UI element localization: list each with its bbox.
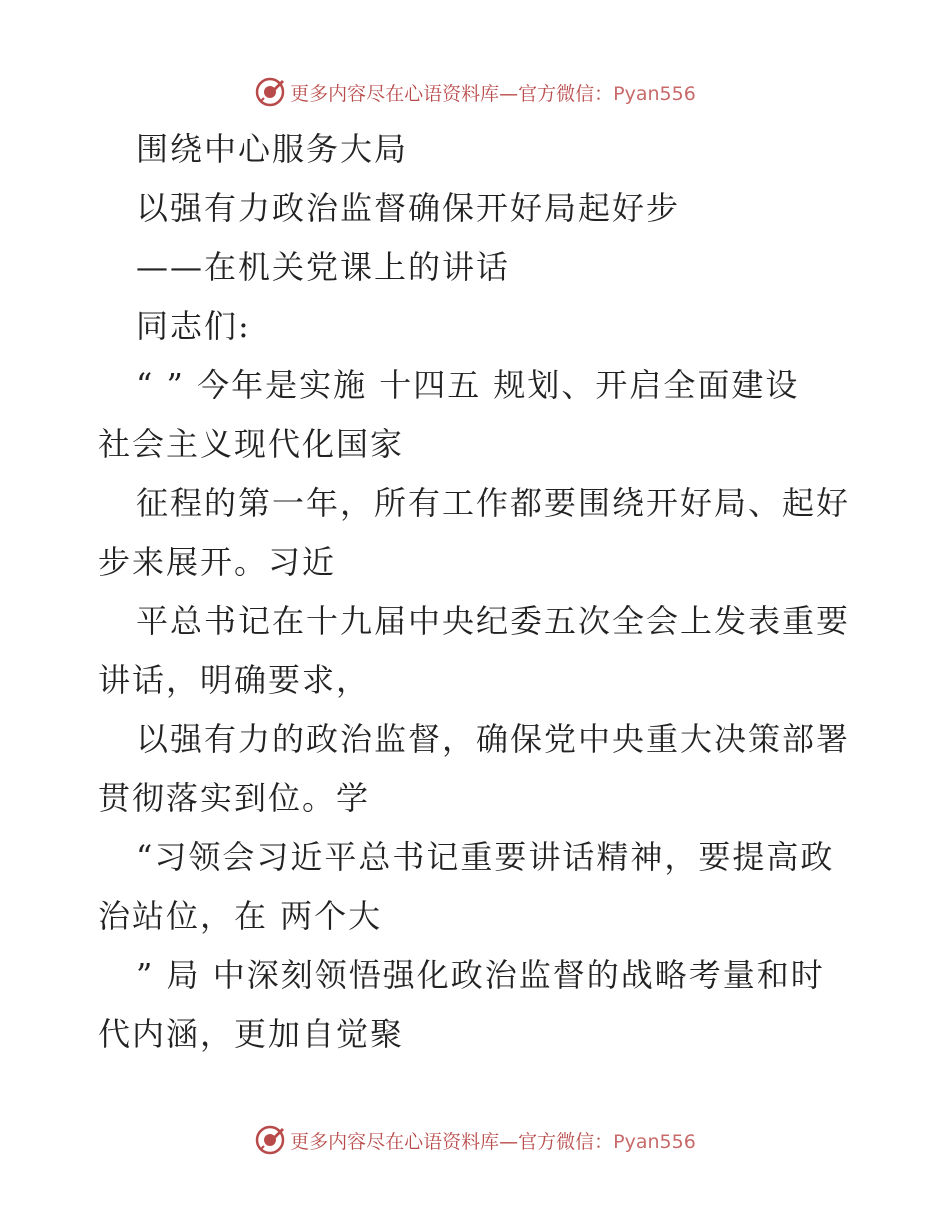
body-line: 征程的第一年，所有工作都要围绕开好局、起好 xyxy=(136,484,851,522)
title-line: 围绕中心服务大局 xyxy=(136,130,409,168)
body-line: “习领会习近平总书记重要讲话精神，要提高政 xyxy=(136,838,835,876)
subtitle-line: 以强有力政治监督确保开好局起好步 xyxy=(136,189,681,227)
body-line: 治站位，在 两个大 xyxy=(98,897,383,935)
pen-logo-icon xyxy=(254,1124,286,1156)
body-line: 社会主义现代化国家 xyxy=(98,425,405,463)
document-body xyxy=(98,120,858,1064)
speech-occasion-line: ——在机关党课上的讲话 xyxy=(136,248,511,286)
salutation-line: 同志们: xyxy=(136,307,251,345)
banner-wechat-id: Pyan556 xyxy=(613,82,696,105)
banner-wechat-id: Pyan556 xyxy=(613,1130,696,1153)
banner-text xyxy=(290,79,696,106)
body-line: 贯彻落实到位。学 xyxy=(98,779,371,817)
body-line: 步来展开。习近 xyxy=(98,543,337,581)
body-line: 以强有力的政治监督，确保党中央重大决策部署 xyxy=(136,720,851,758)
pen-logo-icon xyxy=(254,76,286,108)
body-line: ” 局 中深刻领悟强化政治监督的战略考量和时 xyxy=(136,956,825,994)
footer-banner xyxy=(0,1120,950,1160)
body-line: “ ” 今年是实施 十四五 规划、开启全面建设 xyxy=(136,366,800,404)
banner-label: 更多内容尽在心语资料库—官方微信： xyxy=(290,82,614,105)
body-line: 讲话，明确要求， xyxy=(98,661,371,699)
header-banner xyxy=(0,72,950,112)
body-line: 代内涵，更加自觉聚 xyxy=(98,1015,405,1053)
banner-text xyxy=(290,1127,696,1154)
body-line: 平总书记在十九届中央纪委五次全会上发表重要 xyxy=(136,602,851,640)
banner-label: 更多内容尽在心语资料库—官方微信： xyxy=(290,1130,614,1153)
